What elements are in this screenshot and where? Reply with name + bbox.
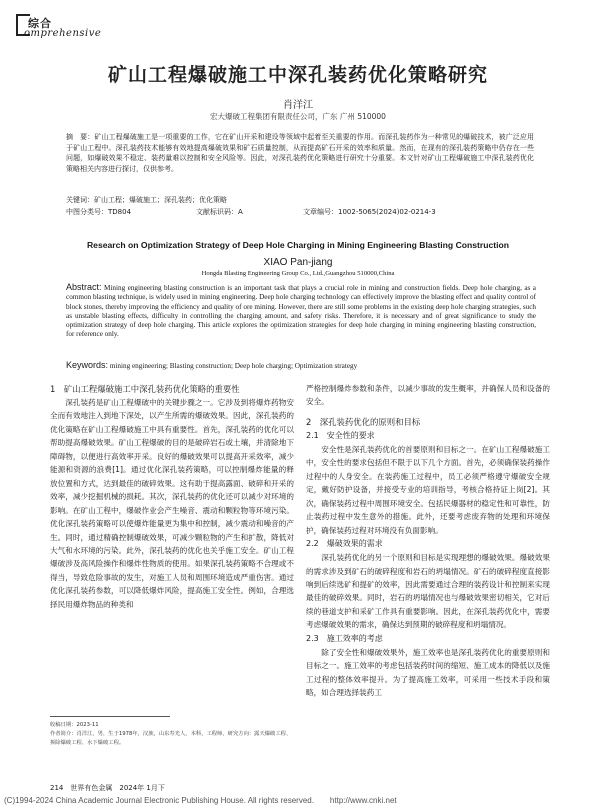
author-cn: 肖洋江 [283, 100, 313, 111]
abstract-en [66, 283, 536, 340]
subsection-heading-2-3: 2.3 施工效率的考虑 [306, 633, 383, 643]
footnote [50, 721, 294, 748]
doc-code: 文献标识码：A [196, 208, 243, 216]
abstract-cn [66, 132, 534, 174]
paper-title-en: Research on Optimization Strategy of Deep Hole Charging in Mining Engineering Blasting Construction [86, 240, 510, 250]
keywords-cn-text: 矿山工程；爆破施工；深孔装药；优化策略 [94, 196, 227, 204]
paragraph-1: 深孔装药是矿山工程爆破中的关键步骤之一。它涉及到将爆炸药物安全而有效地注入到地下深处，以产生所需的爆破效果。因此，深孔装药的优化策略在矿山工程爆破施工中具有重要性。首先，深孔装药的优化可以帮助提高爆破效果。矿山工程爆破的目的是破碎岩石或土壤，并清除地下障碍物，以便进行高效率开采。良好的爆破效果可以提高开采效率，减少能源和资源的浪费[1]。通过优化深孔装药策略，可以控制爆炸能量的释放位置和方式，达到最佳的破碎效果。这有助于提高露面、破碎和开采的效率，减少挖掘机械的损耗。其次，深孔装药的优化还可以减少对环境的影响。在矿山工程中，爆破作业会产生噪音、震动和颗粒物等环境污染。优化深孔装药策略可以使爆炸能量更为集中和控制，减少震动和噪音的产生。同时，通过精确控制爆破效果，可减少颗粒物的产生和扩散，降低对大气和水环境的污染。此外，深孔装药的优化也关乎施工安全。矿山工程爆破涉及高风险操作和爆炸性物质的使用。如果深孔装药策略不合理或不得当，导致危险事故的发生，对施工人员和周围环境造成严重伤害。通过优化深孔装药参数，可以降低爆炸风险，提高施工安全性。例如，合理选择民用爆炸物品的种类和 [50, 398, 294, 609]
abstract-cn-label: 摘 要： [66, 133, 95, 141]
footnote-author: 作者简介：肖洋江，男，生于1978年，汉族，山东寿光人，本科，工程师，研究方向：露天爆破工程、拆除爆破工程、水下爆破工程。 [50, 731, 292, 746]
keywords-cn-label: 关键词： [66, 196, 94, 204]
copyright-line: (C)1994-2024 China Academic Journal Electronic Publishing House. All rights reserved. http://www.cnki.net [4, 796, 397, 805]
article-number: 文章编号：1002-5065(2024)02-0214-3 [303, 208, 436, 216]
paragraph-2-3: 除了安全性和爆破效果外，施工效率也是深孔装药优化的重要原则和目标之一。施工效率的考虑包括装药时间的缩短、施工成本的降低以及施工过程的整体效率提升。为了提高施工效率，可采用一些技术手段和策略，如合理选择装药工 [306, 647, 550, 698]
paragraph-continued: 严格控制爆炸参数和条件，以减少事故的发生概率，并确保人员和设备的安全。 [306, 384, 550, 407]
clc-number: 中图分类号：TD804 [66, 208, 132, 216]
page-footer: 214 世界有色金属 2024年 1月下 [50, 784, 165, 792]
affiliation-en: Hongda Blasting Engineering Group Co., Ltd.,Guangzhou 510000,China [201, 270, 395, 277]
keywords-en [66, 360, 536, 370]
section-heading-1: 1 矿山工程爆破施工中深孔装药优化策略的重要性 [50, 384, 240, 394]
abstract-en-text: Mining engineering blasting construction is an important task that plays a crucial role in mining and construction fields. Deep hole charging, as a common blasting technique, is widely used in mining engineering. Deep hole charging technology can effectively improve the blasting effect and quality control of block stones, thereby improving the efficiency and quality of ore mining. However, there are still some problems in the existing deep hole charging strategies, such as unstable blasting effects, difficulty in controlling the charging amount, and safety risks. Therefore, it is necessary and of great significance to study the optimization strategy of deep hole charging. This article explores the optimization strategies for deep hole charging in mining engineering blasting construction, for reference only. [66, 284, 537, 339]
logo-cn: 综合 [28, 17, 52, 30]
subsection-heading-2-1: 2.1 安全性的要求 [306, 430, 375, 440]
author-en: XIAO Pan-jiang [263, 257, 333, 268]
subsection-heading-2-2: 2.2 爆破效果的需求 [306, 539, 383, 549]
section-heading-2: 2 深孔装药优化的原则和目标 [306, 416, 421, 427]
body-column-right [306, 382, 550, 700]
footnote-divider [50, 716, 170, 717]
paper-title: 矿山工程爆破施工中深孔装药优化策略研究 [107, 64, 488, 86]
keywords-en-label: Keywords: [66, 360, 109, 370]
body-column-left [50, 382, 294, 611]
keywords-en-text: mining engineering; Blasting construction; Deep hole charging; Optimization strategy [109, 362, 358, 370]
affiliation-cn: 宏大爆破工程集团有限责任公司，广东 广州 510000 [210, 112, 386, 121]
logo-en: omprehensive [24, 28, 102, 39]
abstract-en-label: Abstract: [66, 282, 102, 292]
paragraph-2-2: 深孔装药优化的另一个原则和目标是实现理想的爆破效果。爆破效果的需求涉及到矿石的破碎程度和岩石的坍塌情况。矿石的破碎程度直接影响到后续选矿和提矿的效率，因此需要通过合理的装药设计和控制来实现最佳的破碎效果。同时，岩石的坍塌情况也与爆破效果密切相关，它对后续的巷道支护和采矿工作具有重要影响。因此，在深孔装药优化中，需要考虑爆破效果的需求，确保达到预期的破碎程度和坍塌情况。 [306, 553, 550, 630]
keywords-cn [66, 195, 534, 206]
footnote-received: 收稿日期：2023-11 [50, 722, 99, 728]
paragraph-2-1: 安全性是深孔装药优化的首要原则和目标之一。在矿山工程爆破施工中，安全性的要求包括但不限于以下几个方面。首先，必须确保装药操作过程中的人身安全。在装药施工过程中，员工必须严格遵守爆破安全规定，戴好防护设备，并接受专业的培训指导，考核合格持证上岗[2]。其次，确保装药过程中周围环境安全。包括民爆器材的稳定性和可靠性，防止装药过程中发生意外的措施。此外，还要考虑废弃物的处理和环境保护，确保装药过程对环境没有负面影响。 [306, 444, 550, 535]
abstract-cn-text: 矿山工程爆破施工是一项重要的工作，它在矿山开采和建设等领域中起着至关重要的作用。而深孔装药作为一种常见的爆破技术，被广泛应用于矿山工程中。深孔装药技术能够有效地提高爆破效果和矿石质量控制，从而提高矿石开采的效率和质量。然而，在现有的深孔装药策略中仍存在一些问题，如爆破效果不稳定、装药量难以控制和安全风险等。因此，对深孔装药优化策略进行研究十分重要。本文针对矿山工程爆破施工中深孔装药优化策略相关内容进行探讨，仅供参考。 [66, 133, 535, 173]
